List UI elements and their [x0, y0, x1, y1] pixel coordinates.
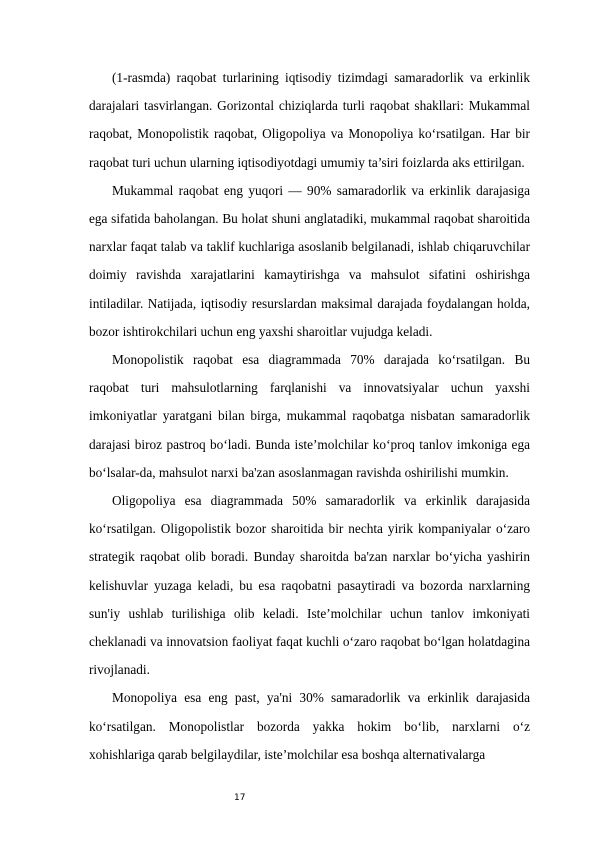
- paragraph-perfect-competition: Mukammal raqobat eng yuqori — 90% samaradorlik va erkinlik darajasiga ega sifatida baholangan. Bu holat shuni anglatadiki, mukammal raqobat sharoitida narxlar faqat talab va taklif kuchlariga asoslanib belgilanadi, ishlab chiqaruvchilar doimiy ravishda xarajatlarini kamaytirishga va mahsulot sifatini oshirishga intiladilar. Natijada, iqtisodiy resurslardan maksimal darajada foydalangan holda, bozor ishtirokchilari uchun eng yaxshi sharoitlar vujudga keladi.: [89, 182, 530, 339]
- paragraph-oligopoly: Oligopoliya esa diagrammada 50% samaradorlik va erkinlik darajasida ko‘rsatilgan. Oligopolistik bozor sharoitida bir nechta yirik kompaniyalar o‘zaro strategik raqobat olib boradi. Bunday sharoitda ba'zan narxlar bo‘yicha yashirin kelishuvlar yuzaga keladi, bu esa raqobatni pasaytiradi va bozorda narxlarning sun'iy ushlab turilishiga olib keladi. Iste’molchilar uchun tanlov imkoniyati cheklanadi va innovatsion faoliyat faqat kuchli o‘zaro raqobat bo‘lgan holatdagina rivojlanadi.: [89, 493, 530, 678]
- page-number: 17: [234, 793, 246, 803]
- paragraph-figure-description: (1-rasmda) raqobat turlarining iqtisodiy tizimdagi samaradorlik va erkinlik darajalari tasvirlangan. Gorizontal chiziqlarda turli raqobat shakllari: Mukammal raqobat, Monopolistik raqobat, Oligopoliya va Monopoliya ko‘rsatilgan. Har bir raqobat turi uchun ularning iqtisodiyotdagi umumiy ta’siri foizlarda aks ettirilgan.: [89, 70, 530, 170]
- paragraph-monopoly: Monopoliya esa eng past, ya'ni 30% samaradorlik va erkinlik darajasida ko‘rsatilgan. Monopolistlar bozorda yakka hokim bo‘lib, narxlarni o‘z xohishlariga qarab belgilaydilar, iste’molchilar esa boshqa alternativalarga: [89, 690, 530, 762]
- paragraph-monopolistic-competition: Monopolistik raqobat esa diagrammada 70% darajada ko‘rsatilgan. Bu raqobat turi mahsulotlarning farqlanishi va innovatsiyalar uchun yaxshi imkoniyatlar yaratgani bilan birga, mukammal raqobatga nisbatan samaradorlik darajasi biroz pastroq bo‘ladi. Bunda iste’molchilar ko‘proq tanlov imkoniga ega bo‘lsalar-da, mahsulot narxi ba'zan asoslanmagan ravishda oshirilishi mumkin.: [89, 352, 530, 480]
- document-body: [89, 64, 530, 769]
